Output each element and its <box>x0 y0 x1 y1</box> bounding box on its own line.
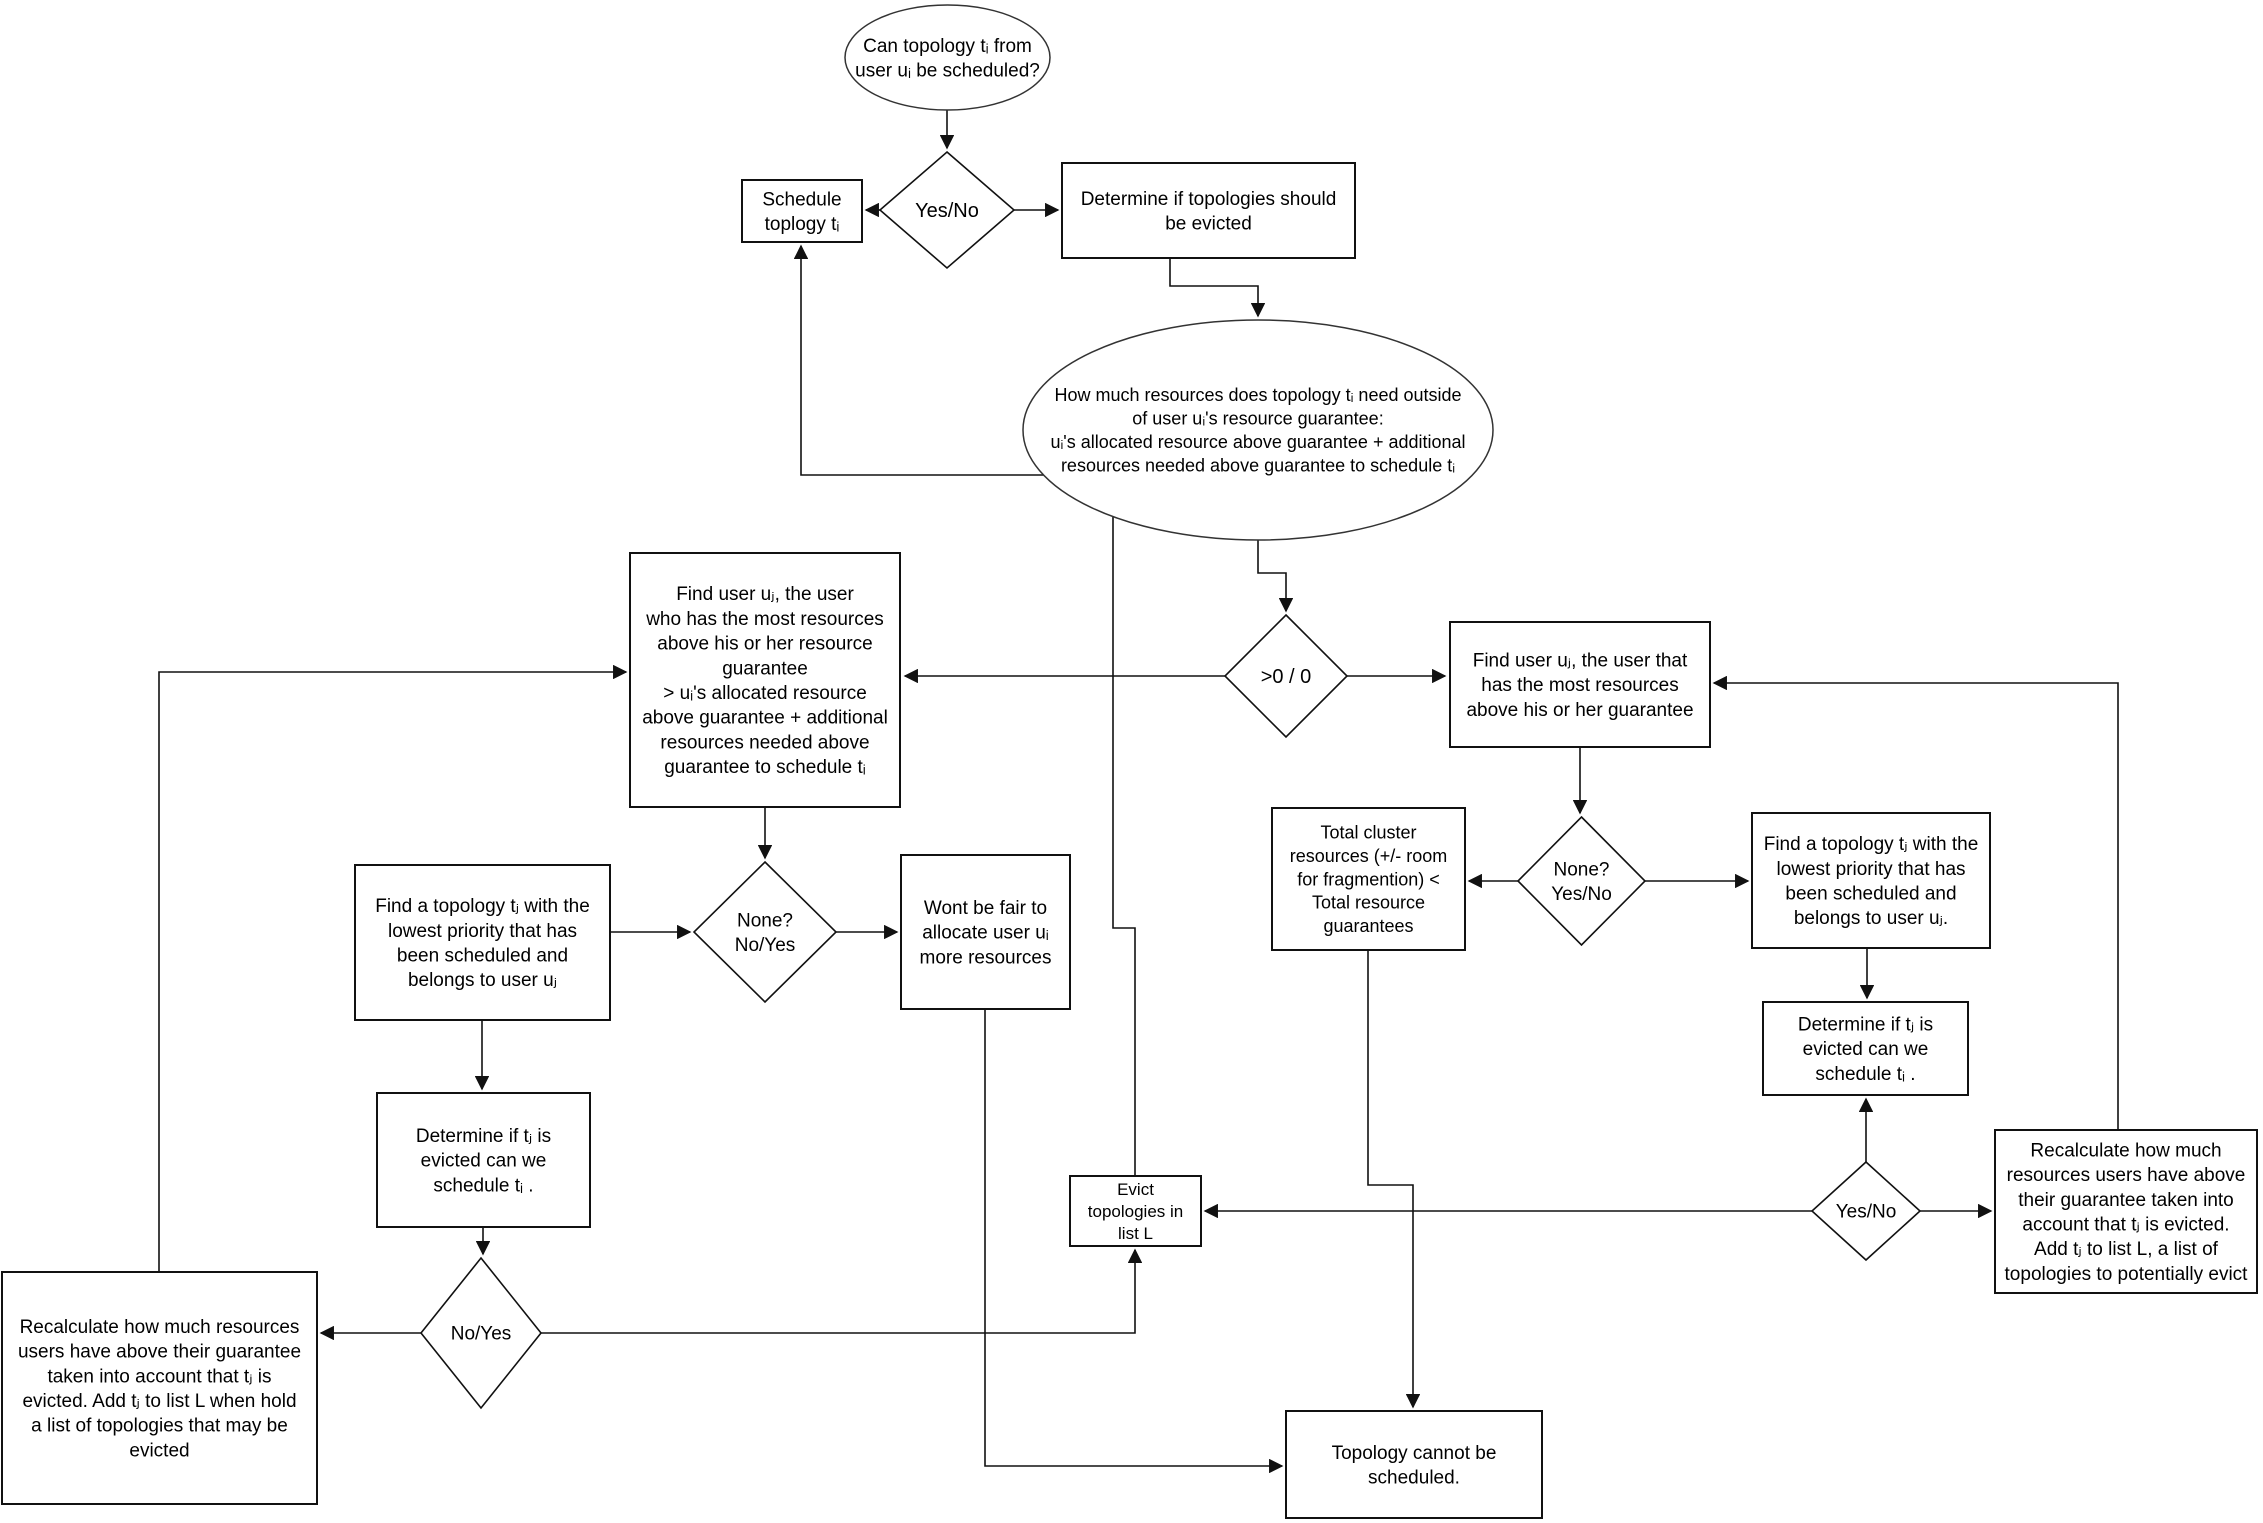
node-cannot-schedule <box>1286 1411 1542 1518</box>
node-determine-evicted-right <box>1763 1002 1968 1095</box>
find-user-most-above-label-line-2: above his or her resource <box>657 633 873 655</box>
find-topology-left-shape <box>355 865 610 1020</box>
evict-topologies-label-line-1: topologies in <box>1087 1201 1184 1221</box>
schedule-topology-label-line-0: Schedule <box>762 189 842 211</box>
node-decision-yesno-right <box>1812 1162 1920 1260</box>
find-topology-right-label-line-0: Find a topology tⱼ with the <box>1763 834 1979 856</box>
recalculate-left-label-line-1: users have above their guarantee <box>17 1341 302 1363</box>
determine-evicted-left-label-line-2: schedule tᵢ . <box>433 1175 534 1197</box>
decision-none-right-shape <box>1518 817 1645 945</box>
recalculate-right-label-line-5: topologies to potentially evict <box>2004 1263 2248 1285</box>
find-topology-right-label-line-1: lowest priority that has <box>1776 858 1966 880</box>
decision-yesno-right-label-line-0: Yes/No <box>1835 1201 1897 1223</box>
node-decision-gt0 <box>1225 615 1347 737</box>
recalculate-left-label-line-4: a list of topologies that may be <box>31 1415 288 1437</box>
edge-determine-to-howmuch <box>1170 258 1258 316</box>
how-much-resources-label-line-0: How much resources does topology tᵢ need outside <box>1054 385 1462 406</box>
how-much-resources-shape <box>1023 320 1493 540</box>
edge-noyes-to-evict <box>541 1250 1135 1333</box>
total-cluster-label-line-3: Total resource <box>1311 892 1426 913</box>
wont-be-fair-label-line-2: more resources <box>919 947 1052 969</box>
find-user-most-above-label-line-4: > uᵢ's allocated resource <box>663 683 867 704</box>
node-total-cluster <box>1272 808 1465 950</box>
decision-none-right-label-line-1: Yes/No <box>1551 884 1612 905</box>
evict-topologies-label-line-2: list L <box>1118 1224 1153 1244</box>
total-cluster-label-line-1: resources (+/- room <box>1289 845 1448 866</box>
edge-totalcluster-to-cannot <box>1368 950 1413 1407</box>
node-recalculate-left <box>2 1272 317 1504</box>
find-topology-left-label-line-0: Find a topology tⱼ with the <box>375 896 590 918</box>
find-user-most-above-label-line-3: guarantee <box>722 658 808 680</box>
evict-topologies-label-line-0: Evict <box>1117 1179 1154 1199</box>
recalculate-left-label-line-5: evicted <box>129 1440 190 1462</box>
node-wont-be-fair <box>901 855 1070 1009</box>
cannot-schedule-label-line-0: Topology cannot be <box>1331 1442 1497 1464</box>
cannot-schedule-label-line-1: scheduled. <box>1368 1467 1460 1489</box>
cannot-schedule-shape <box>1286 1411 1542 1518</box>
recalculate-right-label-line-4: Add tⱼ to list L, a list of <box>2034 1239 2218 1261</box>
how-much-resources-label-line-3: resources needed above guarantee to schedule tᵢ <box>1060 455 1456 476</box>
find-user-most-above-label-line-5: above guarantee + additional <box>642 707 888 729</box>
decision-none-right-label-line-0: None? <box>1553 859 1610 881</box>
start-shape <box>845 5 1050 110</box>
decision-none-left-label-line-1: No/Yes <box>734 935 796 956</box>
node-decision-none-left <box>694 862 836 1002</box>
recalculate-left-label-line-2: taken into account that tⱼ is <box>47 1366 272 1388</box>
determine-evicted-right-label-line-1: evicted can we <box>1802 1039 1929 1061</box>
determine-evict-shape <box>1062 163 1355 258</box>
recalculate-right-label-line-3: account that tⱼ is evicted. <box>2022 1214 2230 1236</box>
determine-evicted-right-label-line-0: Determine if tⱼ is <box>1797 1014 1934 1036</box>
node-find-user-most-above <box>630 553 900 807</box>
find-user-most-above-label-line-0: Find user uⱼ, the user <box>676 584 854 606</box>
edges-layer <box>159 110 2118 1466</box>
node-decision-noyes-left <box>421 1258 541 1408</box>
find-topology-left-label-line-2: been scheduled and <box>396 945 569 967</box>
decision-none-left-shape <box>694 862 836 1002</box>
find-user-most-above-label-line-7: guarantee to schedule tᵢ <box>664 757 866 779</box>
node-find-topology-left <box>355 865 610 1020</box>
decision-noyes-left-label-line-0: No/Yes <box>450 1323 512 1345</box>
total-cluster-label-line-4: guarantees <box>1323 916 1414 937</box>
recalculate-right-label-line-2: their guarantee taken into <box>2018 1189 2234 1211</box>
find-topology-left-label-line-3: belongs to user uⱼ <box>407 970 558 992</box>
node-find-user-most-above-simple <box>1450 622 1710 747</box>
recalculate-right-label-line-0: Recalculate how much <box>2030 1140 2222 1162</box>
decision-gt0-label-line-0: >0 / 0 <box>1260 666 1312 688</box>
node-decision-none-right <box>1518 817 1645 945</box>
nodes-layer <box>2 5 2257 1518</box>
how-much-resources-label-line-2: uᵢ's allocated resource above guarantee + additional <box>1050 432 1466 452</box>
determine-evicted-right-label-line-2: schedule tᵢ . <box>1815 1063 1916 1085</box>
wont-be-fair-label-line-1: allocate user uᵢ <box>922 922 1049 944</box>
find-user-most-above-label-line-1: who has the most resources <box>646 608 884 630</box>
determine-evicted-left-label-line-0: Determine if tⱼ is <box>415 1125 552 1147</box>
node-start <box>845 5 1050 110</box>
start-label-line-0: Can topology tᵢ from <box>863 35 1032 57</box>
node-schedule-topology <box>742 180 862 242</box>
decision-none-left-label-line-0: None? <box>737 910 793 932</box>
node-find-topology-right <box>1752 813 1990 948</box>
node-decision-schedulable <box>880 152 1014 268</box>
determine-evict-label-line-0: Determine if topologies should <box>1080 188 1337 210</box>
start-label-line-1: user uᵢ be scheduled? <box>855 60 1040 82</box>
find-topology-right-label-line-3: belongs to user uⱼ. <box>1793 908 1949 930</box>
recalculate-left-label-line-3: evicted. Add tⱼ to list L when hold <box>22 1391 297 1412</box>
find-user-most-above-simple-label-line-1: has the most resources <box>1481 675 1679 697</box>
determine-evicted-left-label-line-1: evicted can we <box>420 1150 547 1172</box>
node-determine-evict <box>1062 163 1355 258</box>
node-determine-evicted-left <box>377 1093 590 1227</box>
node-recalculate-right <box>1995 1130 2257 1293</box>
how-much-resources-label-line-1: of user uᵢ's resource guarantee: <box>1132 408 1384 429</box>
find-user-most-above-label-line-6: resources needed above <box>660 732 870 754</box>
find-user-most-above-simple-label-line-2: above his or her guarantee <box>1466 699 1694 721</box>
total-cluster-label-line-0: Total cluster <box>1320 822 1417 843</box>
decision-schedulable-label-line-0: Yes/No <box>915 200 979 222</box>
recalculate-left-label-line-0: Recalculate how much resources <box>19 1316 300 1338</box>
edge-howmuch-to-gt0 <box>1258 540 1286 611</box>
determine-evict-label-line-1: be evicted <box>1165 213 1252 235</box>
find-topology-left-label-line-1: lowest priority that has <box>387 920 578 942</box>
find-topology-right-label-line-2: been scheduled and <box>1785 883 1957 905</box>
wont-be-fair-label-line-0: Wont be fair to <box>923 897 1048 919</box>
find-user-most-above-simple-label-line-0: Find user uⱼ, the user that <box>1472 650 1688 672</box>
node-evict-topologies <box>1070 1176 1201 1246</box>
schedule-topology-label-line-1: toplogy tᵢ <box>764 214 840 235</box>
recalculate-left-shape <box>2 1272 317 1504</box>
total-cluster-label-line-2: for fragmention) < <box>1297 869 1440 890</box>
node-how-much-resources <box>1023 320 1493 540</box>
recalculate-right-label-line-1: resources users have above <box>2006 1165 2246 1187</box>
